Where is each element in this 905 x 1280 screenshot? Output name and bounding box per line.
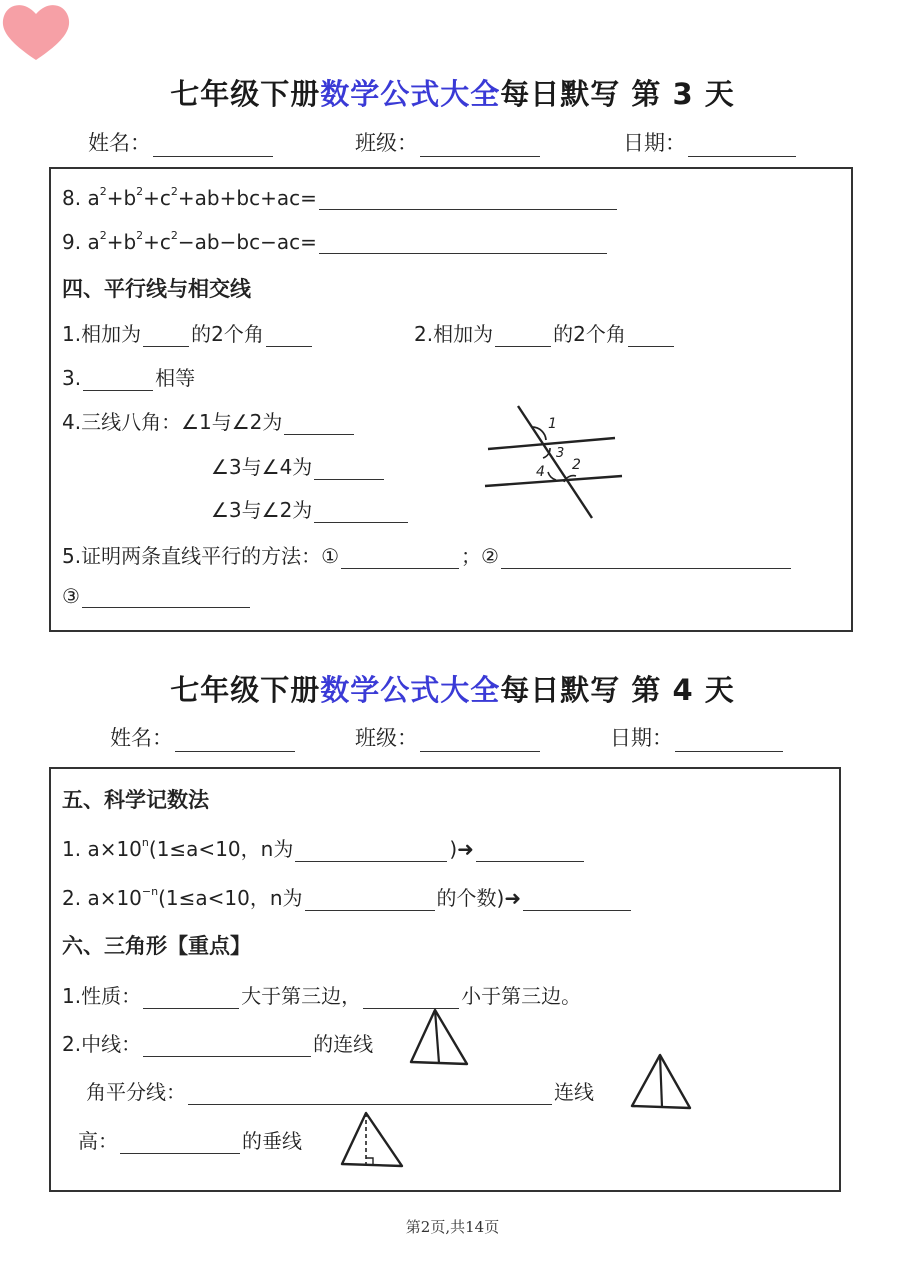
answer-blank[interactable] xyxy=(143,988,239,1009)
answer-blank[interactable] xyxy=(495,326,551,347)
item-6-1: 1.性质： 大于第三边， 小于第三边。 xyxy=(62,984,582,1008)
class-field-day3[interactable]: 班级： xyxy=(355,127,540,157)
item-4-5: 5.证明两条直线平行的方法：① ；② xyxy=(62,540,793,569)
answer-blank[interactable] xyxy=(83,370,153,391)
answer-blank[interactable] xyxy=(266,326,312,347)
answer-blank[interactable] xyxy=(341,548,459,569)
page-title-day3: 七年级下册数学公式大全每日默写 第 3 天 xyxy=(170,77,735,111)
answer-blank[interactable] xyxy=(143,326,189,347)
section-heading-6: 六、三角形【重点】 xyxy=(62,934,251,958)
item-4-1: 1.相加为 的2个角 xyxy=(62,318,314,347)
heart-icon xyxy=(0,0,72,64)
name-field-day3[interactable]: 姓名： xyxy=(88,127,273,157)
answer-blank[interactable] xyxy=(628,326,674,347)
answer-blank[interactable] xyxy=(523,890,631,911)
answer-blank[interactable] xyxy=(476,841,584,862)
angle-label-4: 4 xyxy=(536,464,545,480)
angle-label-2: 2 xyxy=(572,457,581,473)
answer-blank[interactable] xyxy=(314,502,408,523)
page-footer: 第2页,共14页 xyxy=(405,1218,500,1236)
transversal-diagram xyxy=(480,400,630,525)
formula-9: 9. $a^2+b^2+c^2-ab-bc-ac=$ xyxy=(62,230,609,254)
info-row-day3 xyxy=(0,127,905,157)
answer-blank[interactable] xyxy=(305,890,435,911)
answer-blank[interactable] xyxy=(295,841,447,862)
answer-blank[interactable] xyxy=(501,548,791,569)
angle-label-1: 1 xyxy=(548,416,557,432)
item-6-3: 角平分线： 连线 xyxy=(86,1080,594,1104)
bisector-triangle-icon xyxy=(626,1050,698,1114)
answer-blank[interactable] xyxy=(319,189,617,210)
section-heading-4: 四、平行线与相交线 xyxy=(62,277,251,301)
answer-blank[interactable] xyxy=(188,1084,552,1105)
answer-blank[interactable] xyxy=(284,414,354,435)
section-heading-5: 五、科学记数法 xyxy=(62,788,209,812)
item-4-4c: ∠3与∠2为 xyxy=(211,494,410,523)
item-4-2: 2.相加为 的2个角 xyxy=(414,318,676,347)
class-field-day4[interactable]: 班级： xyxy=(355,722,540,752)
item-6-2: 2.中线： 的连线 xyxy=(62,1032,374,1056)
formula-8: 8. $a^2+b^2+c^2+ab+bc+ac=$ xyxy=(62,186,619,210)
answer-blank[interactable] xyxy=(143,1036,311,1057)
item-4-4b: ∠3与∠4为 xyxy=(211,451,386,480)
altitude-triangle-icon xyxy=(336,1108,408,1170)
item-5-2: 2. $a\times 10^{-n}(1\le a<10$，n为 的个数)➜ xyxy=(62,882,633,911)
date-field-day4[interactable]: 日期： xyxy=(610,722,783,752)
answer-blank[interactable] xyxy=(82,587,250,608)
answer-blank[interactable] xyxy=(120,1133,240,1154)
name-field-day4[interactable]: 姓名： xyxy=(110,722,295,752)
page-title-day4: 七年级下册数学公式大全每日默写 第 4 天 xyxy=(170,673,735,707)
item-4-4: 4.三线八角：∠1与∠2为 xyxy=(62,406,356,435)
answer-blank[interactable] xyxy=(319,233,607,254)
median-triangle-icon xyxy=(405,1004,475,1070)
item-5-1: 1. $a\times 10^n(1\le a<10$，n为 )➜ xyxy=(62,833,586,862)
answer-blank[interactable] xyxy=(314,459,384,480)
date-field-day3[interactable]: 日期： xyxy=(623,127,796,157)
item-4-3: 3. 相等 xyxy=(62,366,196,390)
item-4-5c: ③ xyxy=(62,584,252,608)
item-6-4: 高： 的垂线 xyxy=(78,1129,302,1153)
info-row-day4 xyxy=(0,722,905,752)
angle-label-3: 3 xyxy=(556,446,565,461)
